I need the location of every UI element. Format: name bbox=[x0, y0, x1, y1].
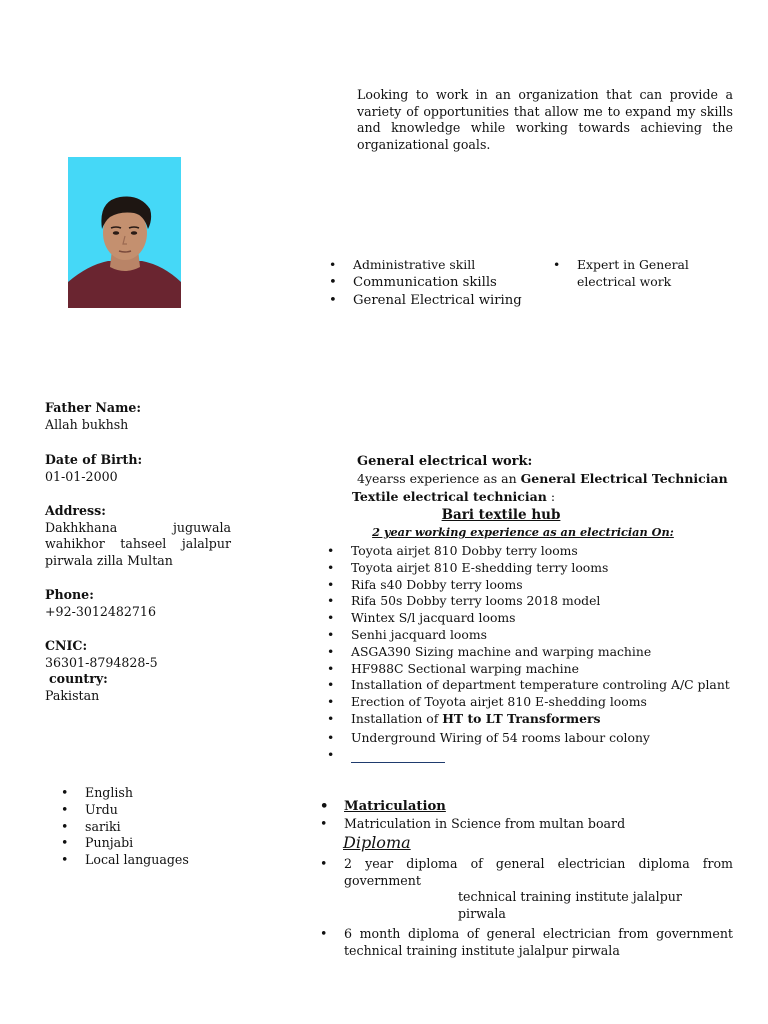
diploma-item bbox=[320, 856, 733, 922]
address-value: Dakhkhana juguwala wahikhor tahseel jalalpur pirwala zilla Multan bbox=[45, 519, 231, 568]
role-title: Textile electrical technician bbox=[352, 489, 547, 504]
dob-value: 01-01-2000 bbox=[45, 468, 118, 484]
work-item: • ASGA390 Sizing machine and warping machine bbox=[327, 644, 737, 661]
work-item: • Rifa 50s Dobby terry looms 2018 model bbox=[327, 593, 737, 610]
skill-item: • Administrative skill bbox=[329, 256, 549, 274]
language-item: • Punjabi bbox=[61, 835, 231, 852]
father-name-label: Father Name: bbox=[45, 400, 142, 415]
work-item: • Erection of Toyota airjet 810 E-shedding looms bbox=[327, 694, 737, 711]
work-item: • Senhi jacquard looms bbox=[327, 627, 737, 644]
work-item bbox=[327, 711, 737, 728]
cnic-value: 36301-8794828-5 bbox=[45, 654, 158, 670]
father-name-value: Allah bukhsh bbox=[45, 416, 129, 432]
work-item: • Toyota airjet 810 E-shedding terry looms bbox=[327, 560, 737, 577]
company-name: Bari textile hub bbox=[441, 507, 561, 523]
skill-item: • Expert in General electrical work bbox=[553, 256, 713, 290]
country-label: country: bbox=[49, 671, 108, 686]
work-on-heading: 2 year working experience as an electrician On: bbox=[372, 525, 674, 539]
work-item-blank bbox=[327, 747, 737, 764]
role-suffix: : bbox=[546, 489, 556, 504]
country-value: Pakistan bbox=[45, 687, 100, 703]
work-item: • HF988C Sectional warping machine bbox=[327, 661, 737, 678]
language-item: • sariki bbox=[61, 819, 231, 836]
matric-detail: • Matriculation in Science from multan board bbox=[320, 816, 733, 833]
diploma-title: Diploma bbox=[343, 833, 411, 852]
skill-item: • Communication skills bbox=[329, 274, 549, 292]
education-section bbox=[320, 799, 733, 959]
transformer-bold: HT to LT Transformers bbox=[442, 710, 601, 726]
matric-title: • Matriculation bbox=[320, 799, 733, 816]
dob-label: Date of Birth: bbox=[45, 452, 143, 467]
diploma-item-line: • 2 year diploma of general electrician diploma from government bbox=[344, 856, 733, 888]
personal-info bbox=[45, 400, 231, 704]
experience-title: General Electrical Technician bbox=[520, 471, 728, 486]
cnic-label: CNIC: bbox=[45, 638, 88, 653]
experience-role bbox=[352, 489, 555, 504]
phone-value: +92-3012482716 bbox=[45, 603, 156, 619]
experience-heading: General electrical work: bbox=[357, 454, 533, 469]
address-label: Address: bbox=[45, 503, 106, 518]
skills-list bbox=[329, 256, 549, 310]
career-objective: Looking to work in an organization that can provide a variety of opportunities that allow me to expand my skills and knowledge while working towards achieving the organizational goals. bbox=[357, 87, 733, 152]
diploma-item-line: technical training institute jalalpur pirwala bbox=[458, 889, 682, 921]
skill-item: • Gerenal Electrical wiring bbox=[329, 292, 549, 310]
diploma-item: • 6 month diploma of general electrician from government technical training institute jalalpur pirwala bbox=[320, 926, 733, 959]
skills-list-right bbox=[553, 256, 713, 290]
phone-label: Phone: bbox=[45, 587, 94, 602]
languages-list bbox=[61, 785, 231, 869]
work-item: • Toyota airjet 810 Dobby terry looms bbox=[327, 543, 737, 560]
profile-photo bbox=[68, 157, 181, 308]
work-item: • Underground Wiring of 54 rooms labour colony bbox=[327, 730, 737, 747]
work-list bbox=[327, 543, 737, 763]
language-item: • English bbox=[61, 785, 231, 802]
language-item: • Urdu bbox=[61, 802, 231, 819]
experience-prefix: 4yearss experience as an bbox=[357, 471, 521, 486]
transformer-prefix: Installation of bbox=[351, 710, 443, 726]
experience-summary bbox=[357, 471, 728, 486]
work-item: • Wintex S/l jacquard looms bbox=[327, 610, 737, 627]
work-item: • Installation of department temperature controling A/C plant bbox=[327, 677, 737, 694]
blank-underline bbox=[351, 750, 445, 763]
work-item: • Rifa s40 Dobby terry looms bbox=[327, 577, 737, 594]
language-item: • Local languages bbox=[61, 852, 231, 869]
